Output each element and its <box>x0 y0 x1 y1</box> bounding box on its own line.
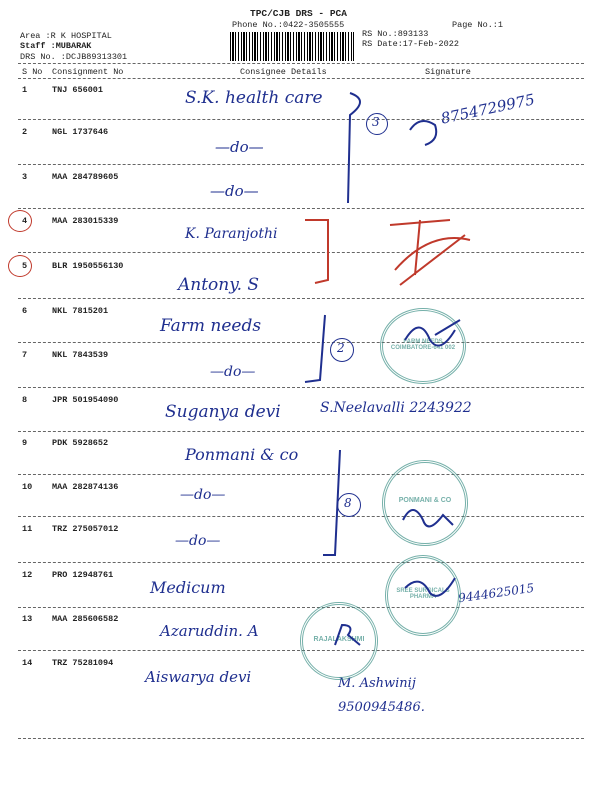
row-phone-note: 8754729975 <box>439 90 537 128</box>
bracket-signature <box>340 85 460 210</box>
row-divider <box>18 387 584 388</box>
row-consignment: MAA 282874136 <box>52 482 119 492</box>
area-label: Area :R K HOSPITAL <box>20 31 112 41</box>
row-divider <box>18 119 584 120</box>
stamp-text: SREE SURGICALS PHARMA <box>396 588 450 600</box>
row-consignment: NKL 7843539 <box>52 350 109 360</box>
row-sno: 13 <box>22 614 33 624</box>
phone-number: Phone No.:0422-3505555 <box>232 20 345 30</box>
row-phone-note: 9444625015 <box>457 580 535 606</box>
column-header-divider <box>18 78 584 79</box>
stamp-text: FARM NEEDS COIMBATORE-641 002 <box>390 339 456 351</box>
rs-number: RS No.:893133 <box>362 29 429 39</box>
row-consignee: Ponmani & co <box>185 445 299 464</box>
row-consignment: BLR 1950556130 <box>52 261 124 271</box>
row-consignment: PRO 12948761 <box>52 570 114 580</box>
row-consignee: —do— <box>210 364 256 380</box>
row-divider <box>18 562 584 563</box>
row-consignment: JPR 501954090 <box>52 395 119 405</box>
row-consignee: Farm needs <box>160 316 262 336</box>
row-sno: 12 <box>22 570 33 580</box>
circled-number-text: 8 <box>344 496 352 510</box>
row-sno: 8 <box>22 395 28 405</box>
row-consignee: Suganya devi <box>165 402 281 422</box>
signature <box>330 620 370 650</box>
row-consignment: NKL 7815201 <box>52 306 109 316</box>
column-header-consignee: Consignee Details <box>240 67 327 77</box>
signature <box>400 568 460 608</box>
row-consignee: —do— <box>210 182 259 200</box>
row-sno: 9 <box>22 438 28 448</box>
page-number: Page No.:1 <box>452 20 504 30</box>
staff-label: Staff :MUBARAK <box>20 41 92 51</box>
stamp-text: RAJALAKSHMI <box>313 636 365 643</box>
row-consignee: Medicum <box>150 578 226 597</box>
row-divider <box>18 208 584 209</box>
row-divider <box>18 516 584 517</box>
row-consignee: Aiswarya devi <box>145 668 252 686</box>
row-sno: 6 <box>22 306 28 316</box>
row-consignment: PDK 5928652 <box>52 438 109 448</box>
row-consignee: —do— <box>175 533 221 549</box>
stamp-text: PONMANI & CO <box>398 497 452 504</box>
row-sno: 1 <box>22 85 28 95</box>
row-divider <box>18 298 584 299</box>
red-circle-mark <box>8 255 32 277</box>
signature <box>398 500 458 540</box>
signature <box>400 310 470 360</box>
row-divider <box>18 607 584 608</box>
row-divider <box>18 431 584 432</box>
row-consignment: MAA 285606582 <box>52 614 119 624</box>
row-consignment: TNJ 656001 <box>52 85 104 95</box>
row-consignee: —do— <box>215 138 264 156</box>
row-consignee: —do— <box>180 487 226 503</box>
circled-number-text: 3 <box>372 115 380 129</box>
row-sno: 3 <box>22 172 28 182</box>
column-header-consignment: Consignment No <box>52 67 124 77</box>
row-receiver-note: M. Ashwinij 9500945486. <box>338 676 425 715</box>
rs-date: RS Date:17-Feb-2022 <box>362 39 459 49</box>
row-consignee: Azaruddin. A <box>160 622 259 640</box>
row-sno: 7 <box>22 350 28 360</box>
row-receiver-note: S.Neelavalli 2243922 <box>320 400 472 416</box>
row-consignee: Antony. S <box>178 275 260 295</box>
row-divider <box>18 738 584 739</box>
red-circle-mark <box>8 210 32 232</box>
row-consignment: TRZ 275057012 <box>52 524 119 534</box>
column-header-sno: S No <box>22 67 43 77</box>
row-consignment: TRZ 75281094 <box>52 658 114 668</box>
circled-number-text: 2 <box>337 341 345 355</box>
row-sno: 14 <box>22 658 33 668</box>
drs-number: DRS No. :DCJB89313301 <box>20 52 128 62</box>
row-consignment: MAA 283015339 <box>52 216 119 226</box>
row-sno: 11 <box>22 524 33 534</box>
row-consignee: K. Paranjothi <box>185 226 278 242</box>
row-divider <box>18 474 584 475</box>
document-title: TPC/CJB DRS - PCA <box>250 8 347 19</box>
barcode <box>230 32 354 61</box>
row-sno: 10 <box>22 482 33 492</box>
row-sno: 4 <box>22 216 28 226</box>
row-consignee: S.K. health care <box>185 88 323 108</box>
row-sno: 2 <box>22 127 28 137</box>
row-sno: 5 <box>22 261 28 271</box>
red-signature <box>300 215 480 290</box>
row-divider <box>18 164 584 165</box>
row-consignment: NGL 1737646 <box>52 127 109 137</box>
header-divider <box>18 63 584 64</box>
row-consignment: MAA 284789605 <box>52 172 119 182</box>
column-header-signature: Signature <box>425 67 471 77</box>
